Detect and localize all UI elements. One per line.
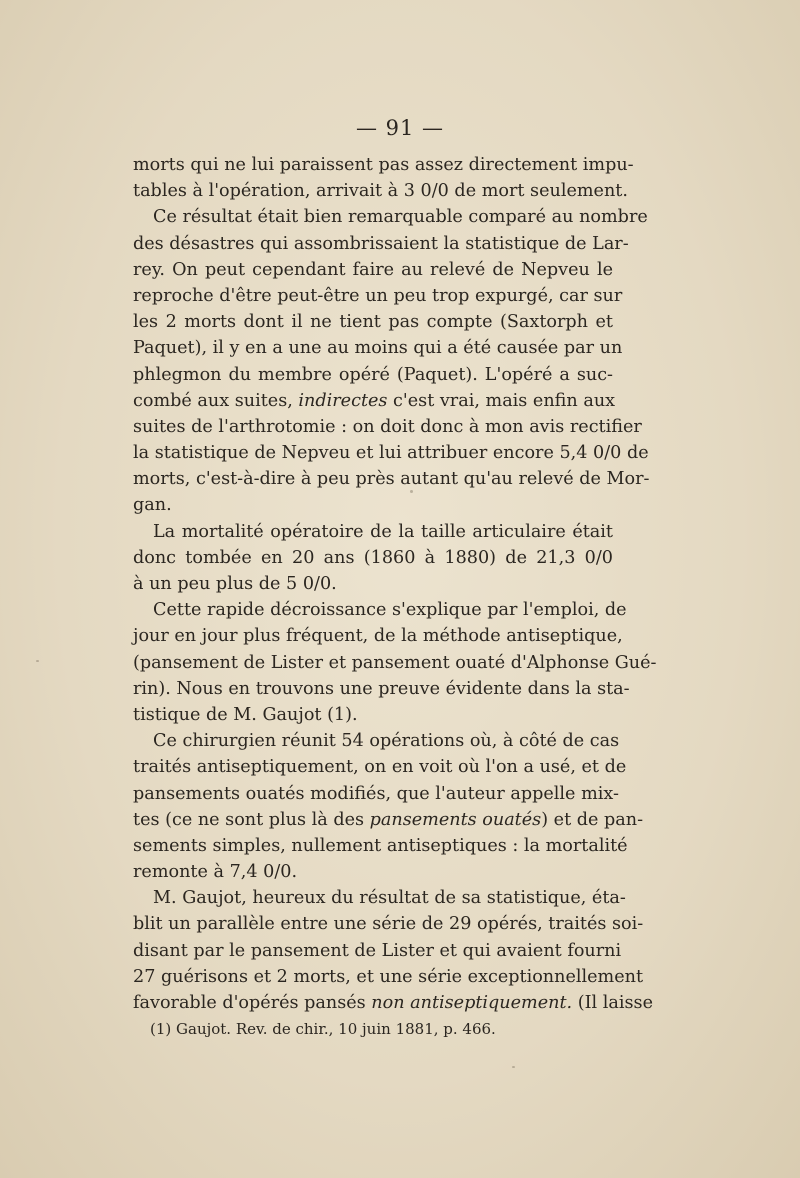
text-line: Paquet), il y en a une au moins qui a été causée par un	[133, 338, 623, 359]
text-line: la statistique de Nepveu et lui attribuer encore 5,4 0/0 de	[133, 443, 649, 464]
text-line: Ce chirurgien réunit 54 opérations où, à côté de cas	[153, 731, 620, 752]
text-line: les 2 morts dont il ne tient pas compte (Saxtorph et	[133, 312, 613, 333]
text-line: favorable d'opérés pansés non antiseptiquement. (Il laisse	[133, 993, 653, 1013]
text-line: gan.	[133, 495, 172, 516]
text-line: disant par le pansement de Lister et qui avaient fourni	[133, 940, 622, 961]
text-line: jour en jour plus fréquent, de la méthode antiseptique,	[133, 626, 623, 647]
text-line: Cette rapide décroissance s'explique par l'emploi, de	[153, 600, 627, 621]
text-line: tables à l'opération, arrivait à 3 0/0 de mort seulement.	[133, 181, 628, 202]
text-line: morts, c'est-à-dire à peu près autant qu'au relevé de Mor-	[133, 469, 650, 490]
text-line: Ce résultat était bien remarquable comparé au nombre	[153, 207, 648, 228]
text-line: morts qui ne lui paraissent pas assez directement impu-	[133, 155, 634, 175]
italic-text: indirectes	[298, 390, 388, 411]
text-line: tistique de M. Gaujot (1).	[133, 704, 358, 725]
body-text	[133, 152, 657, 1016]
text-line: 27 guérisons et 2 morts, et une série exceptionnellement	[133, 966, 644, 987]
text-line: combé aux suites, indirectes c'est vrai, mais enfin aux	[133, 390, 616, 411]
text-line: tes (ce ne sont plus là des pansements ouatés) et de pan-	[133, 809, 644, 830]
text-line: à un peu plus de 5 0/0.	[133, 574, 337, 594]
text-line: phlegmon du membre opéré (Paquet). L'opéré a suc-	[133, 364, 613, 385]
text-line: remonte à 7,4 0/0.	[133, 862, 298, 883]
page-number: — 91 —	[355, 116, 445, 140]
text-line: suites de l'arthrotomie : on doit donc à mon avis rectifier	[133, 416, 642, 437]
paper-speck	[36, 660, 39, 662]
paper-speck	[512, 1066, 515, 1068]
text-line: des désastres qui assombrissaient la statistique de Lar-	[133, 233, 629, 254]
text-line: reproche d'être peut-être un peu trop expurgé, car sur	[133, 285, 623, 306]
text-line: (pansement de Lister et pansement ouaté d'Alphonse Gué-	[133, 652, 657, 673]
text-line: M. Gaujot, heureux du résultat de sa statistique, éta-	[153, 888, 626, 909]
footnote: (1) Gaujot. Rev. de chir., 10 juin 1881, p. 466.	[150, 1020, 496, 1038]
text-line: sements simples, nullement antiseptiques : la mortalité	[133, 835, 628, 856]
text-line: pansements ouatés modifiés, que l'auteur appelle mix-	[133, 783, 619, 804]
text-line: blit un parallèle entre une série de 29 opérés, traités soi-	[133, 914, 644, 935]
text-line: rin). Nous en trouvons une preuve évidente dans la sta-	[133, 678, 630, 699]
paper-speck	[410, 490, 413, 493]
text-line: traités antiseptiquement, on en voit où l'on a usé, et de	[133, 757, 627, 778]
italic-text: non antiseptiquement.	[371, 993, 573, 1013]
italic-text: pansements ouatés	[369, 809, 542, 830]
text-line: rey. On peut cependant faire au relevé de Nepveu le	[133, 259, 613, 280]
text-line: donc tombée en 20 ans (1860 à 1880) de 21,3 0/0	[133, 547, 613, 568]
text-line: La mortalité opératoire de la taille articulaire était	[153, 521, 613, 542]
